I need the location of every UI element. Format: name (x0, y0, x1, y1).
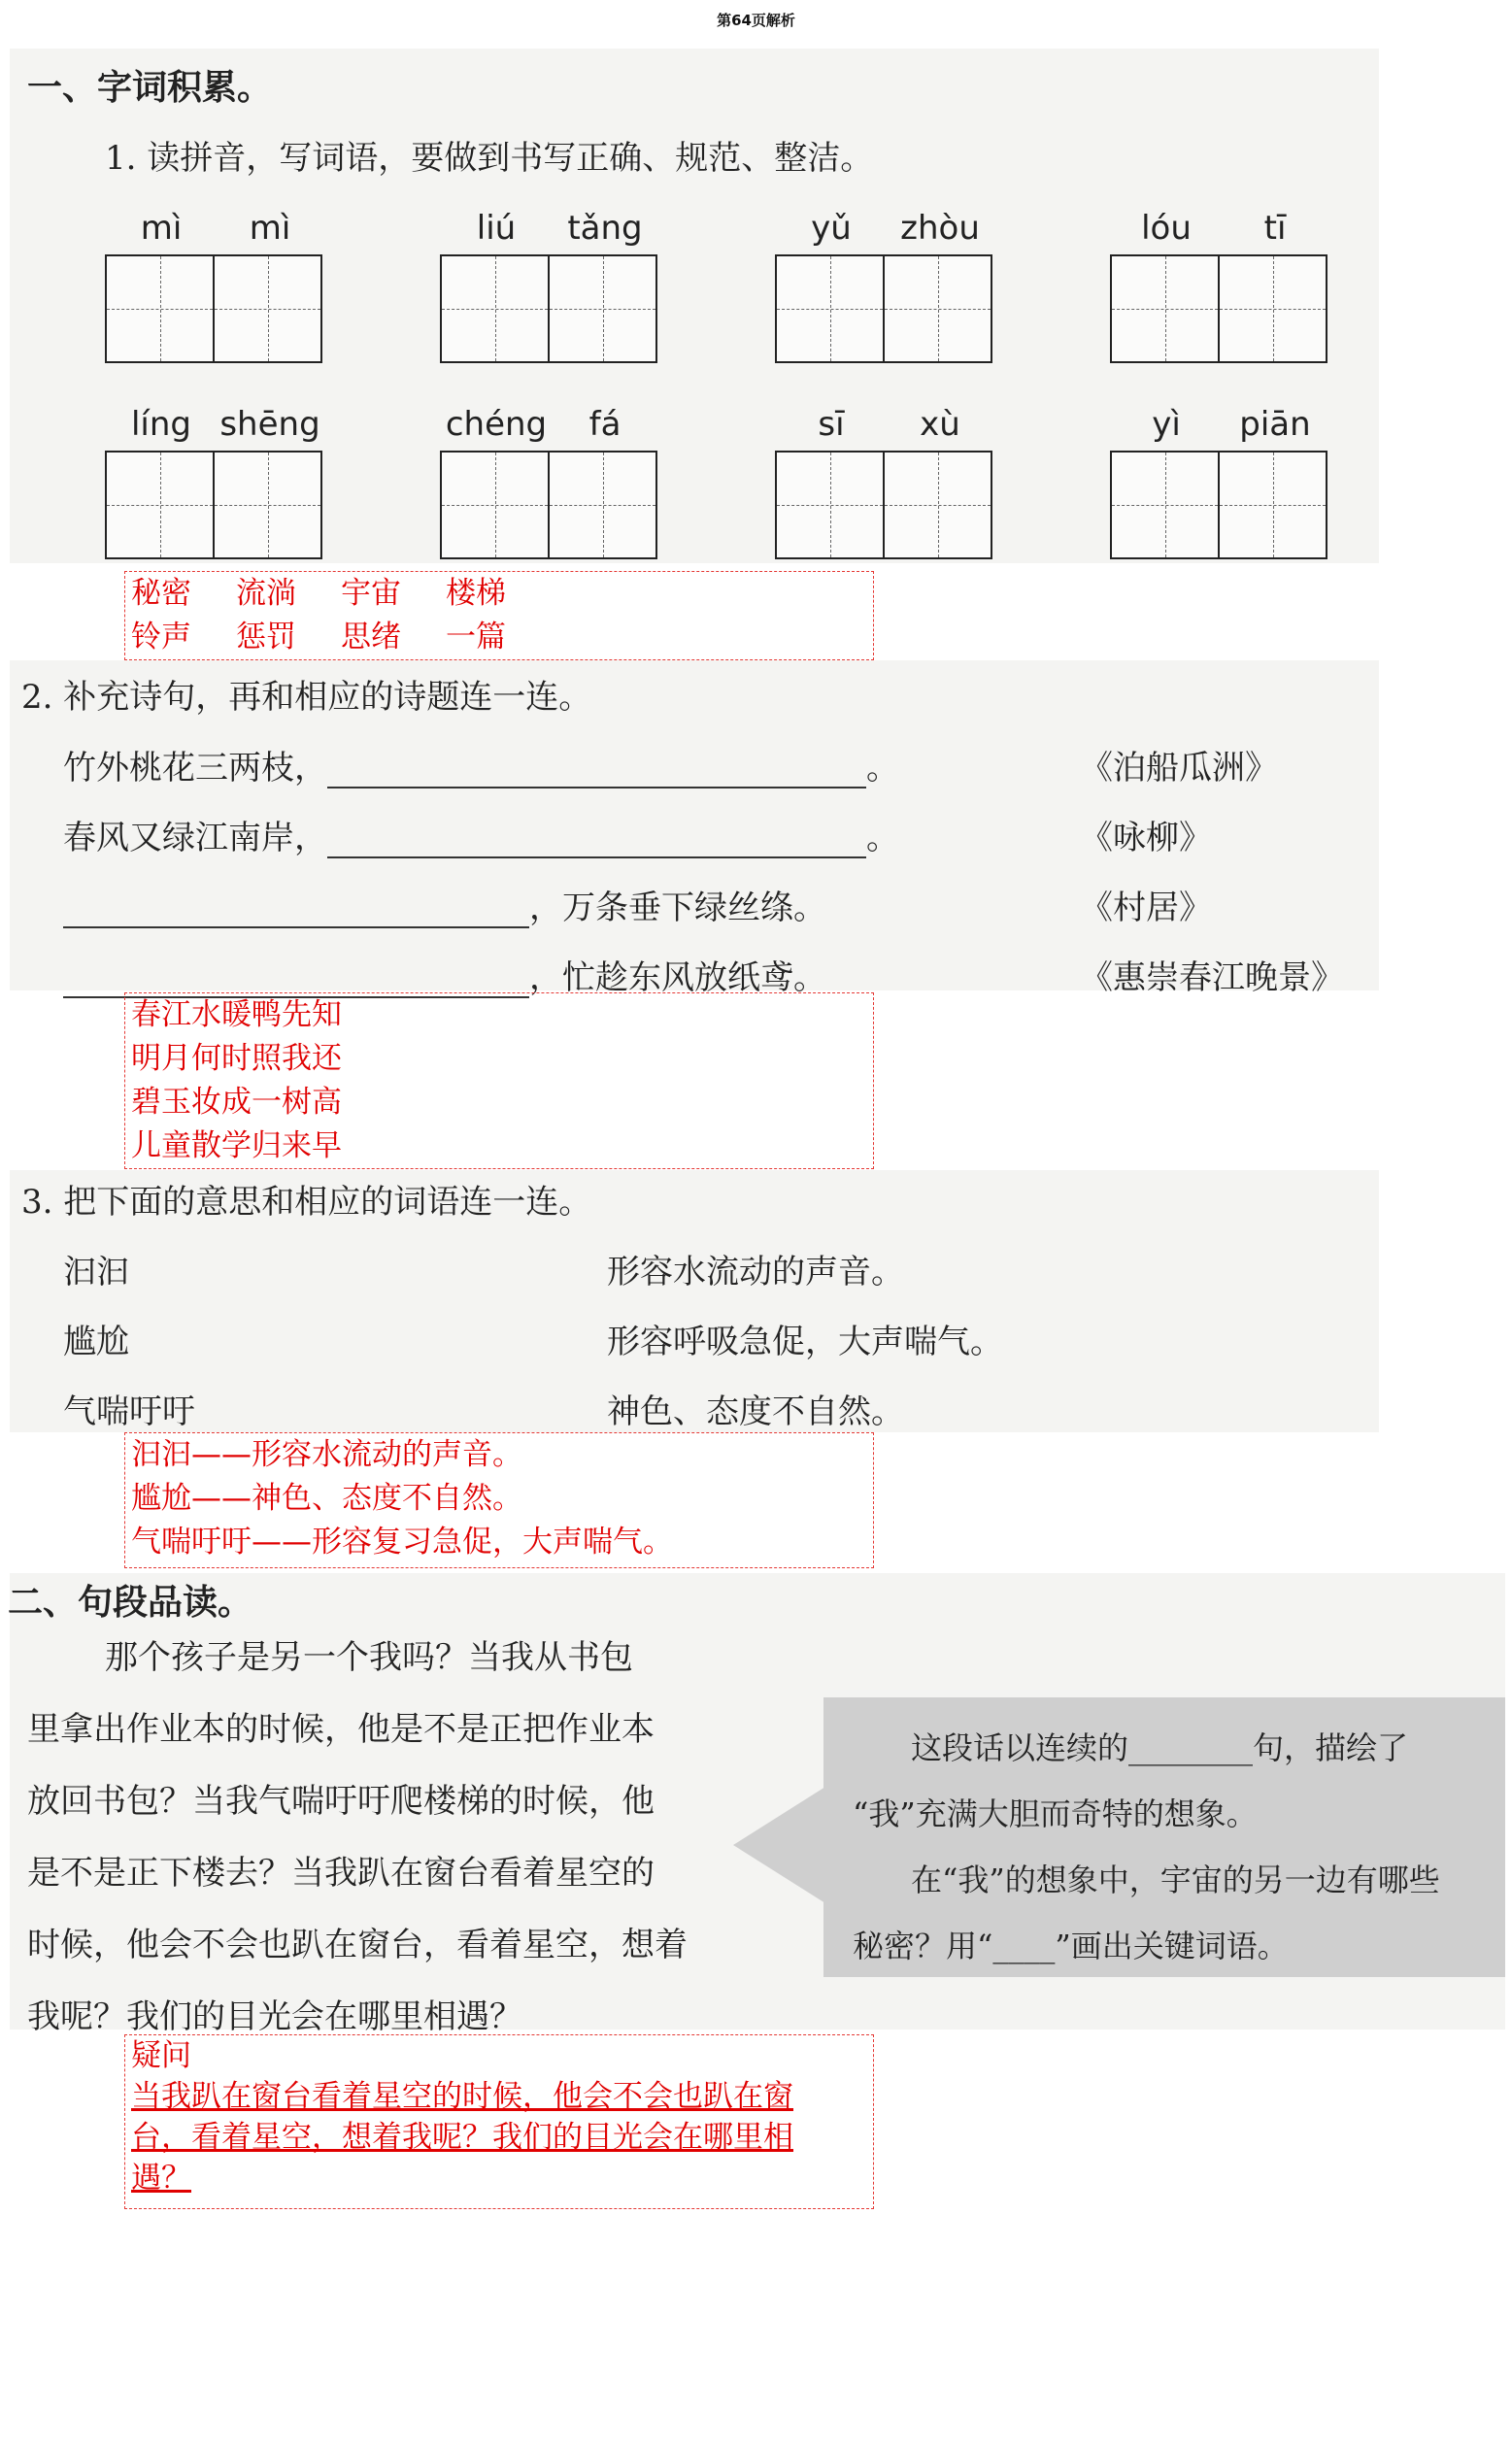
writing-grid[interactable] (1110, 254, 1327, 363)
poem-text: 竹外桃花三两枝， (63, 749, 327, 788)
writing-grid[interactable] (105, 451, 322, 559)
term-word: 尴尬 (63, 1323, 129, 1361)
writing-grid[interactable] (1110, 451, 1327, 559)
answer-box-q2 (124, 992, 874, 1169)
answer-line: 碧玉妆成一树高 (131, 1085, 342, 1120)
answer-blank[interactable] (327, 757, 866, 788)
writing-grid[interactable] (440, 451, 657, 559)
pinyin: yì (1152, 405, 1181, 444)
answer-word: 铃声 (131, 620, 191, 654)
answer-word: 一篇 (446, 620, 506, 654)
answer-word: 流淌 (236, 576, 296, 611)
pinyin: fá (588, 405, 622, 444)
writing-grid[interactable] (105, 254, 322, 363)
passage-line: 我呢？我们的目光会在哪里相遇？ (27, 1997, 522, 2036)
answer-line: 气喘吁吁——形容复习急促，大声喘气。 (131, 1525, 673, 1560)
pinyin: mì (140, 209, 183, 248)
term-meaning: 神色、态度不自然。 (607, 1392, 904, 1431)
pinyin: piān (1239, 405, 1311, 444)
term-meaning: 形容水流动的声音。 (607, 1253, 904, 1292)
answer-line: 春江水暖鸭先知 (131, 997, 342, 1032)
period: 。 (866, 819, 899, 857)
callout-line: 在“我”的想象中，宇宙的另一边有哪些 (911, 1862, 1440, 1898)
callout-line: 这段话以连续的________句，描绘了 (911, 1729, 1409, 1766)
answer-blank[interactable] (63, 897, 529, 928)
poem-line-2 (63, 811, 899, 858)
pinyin: yǔ (811, 209, 852, 248)
poem-title: 《惠崇春江晚景》 (1080, 958, 1344, 997)
pinyin: shēng (219, 405, 320, 444)
pinyin: liú (476, 209, 517, 248)
poem-title: 《泊船瓜洲》 (1080, 749, 1278, 788)
period: 。 (866, 749, 899, 788)
answer-label: 疑问 (131, 2038, 191, 2073)
pinyin: líng (130, 405, 192, 444)
callout-line: “我”充满大胆而奇特的想象。 (853, 1795, 1258, 1832)
poem-text: 春风又绿江南岸， (63, 819, 327, 857)
poem-text: ，万条垂下绿丝绦。 (529, 889, 826, 927)
passage-line: 放回书包？当我气喘吁吁爬楼梯的时候，他 (27, 1782, 655, 1821)
answer-word: 楼梯 (446, 576, 506, 611)
pinyin: xù (920, 405, 960, 444)
answer-line: 明月何时照我还 (131, 1041, 342, 1076)
poem-line-1 (63, 741, 899, 788)
poem-title: 《村居》 (1080, 889, 1212, 927)
page-header: 第64页解析 (717, 12, 795, 29)
writing-grid[interactable] (440, 254, 657, 363)
term-meaning: 形容呼吸急促，大声喘气。 (607, 1323, 1003, 1361)
q2-instruction: 2. 补充诗句，再和相应的诗题连一连。 (21, 678, 592, 717)
pinyin: chéng (445, 405, 548, 444)
passage (27, 1622, 688, 2053)
answer-box-section2 (124, 2034, 874, 2209)
term-word: 汩汩 (63, 1253, 129, 1292)
pinyin: mì (249, 209, 291, 248)
passage-line: 那个孩子是另一个我吗？当我从书包 (105, 1638, 633, 1677)
passage-line: 里拿出作业本的时候，他是不是正把作业本 (27, 1710, 655, 1749)
term-word: 气喘吁吁 (63, 1392, 195, 1431)
q1-instruction: 1. 读拼音，写词语，要做到书写正确、规范、整洁。 (105, 139, 874, 178)
answer-line: 尴尬——神色、态度不自然。 (131, 1481, 522, 1516)
callout-pointer (733, 1787, 825, 1903)
answer-line: 儿童散学归来早 (131, 1128, 342, 1163)
callout-box (823, 1697, 1505, 1977)
writing-grid[interactable] (775, 451, 992, 559)
section1-title: 一、字词积累。 (27, 68, 273, 108)
pinyin: lóu (1141, 209, 1192, 248)
answer-word: 秘密 (131, 576, 191, 611)
poem-line-3 (63, 881, 826, 928)
pinyin: tǎng (567, 209, 643, 248)
answer-line: 台，看着星空，想着我呢？我们的目光会在哪里相 (131, 2120, 793, 2155)
poem-title: 《咏柳》 (1080, 819, 1212, 857)
answer-word: 宇宙 (341, 576, 401, 611)
section2-title: 二、句段品读。 (8, 1583, 253, 1623)
answer-box-q3 (124, 1432, 874, 1568)
pinyin: sī (818, 405, 845, 444)
pinyin: zhòu (900, 209, 980, 248)
answer-word: 惩罚 (236, 620, 296, 654)
callout-line: 秘密？用“____”画出关键词语。 (853, 1928, 1289, 1964)
q3-instruction: 3. 把下面的意思和相应的词语连一连。 (21, 1183, 592, 1222)
answer-line: 当我趴在窗台看着星空的时候，他会不会也趴在窗 (131, 2079, 793, 2114)
poem-line-4 (63, 951, 826, 998)
poem-text: ，忙趁东风放纸鸢。 (529, 958, 826, 997)
pinyin: tī (1263, 209, 1287, 248)
answer-blank[interactable] (327, 827, 866, 858)
answer-line: 遇？ (131, 2161, 191, 2196)
passage-line: 时候，他会不会也趴在窗台，看着星空，想着 (27, 1926, 688, 1964)
writing-grid[interactable] (775, 254, 992, 363)
answer-word: 思绪 (341, 620, 401, 654)
passage-line: 是不是正下楼去？当我趴在窗台看着星空的 (27, 1854, 655, 1893)
answer-line: 汩汩——形容水流动的声音。 (131, 1437, 522, 1472)
answer-box-q1 (124, 571, 874, 660)
